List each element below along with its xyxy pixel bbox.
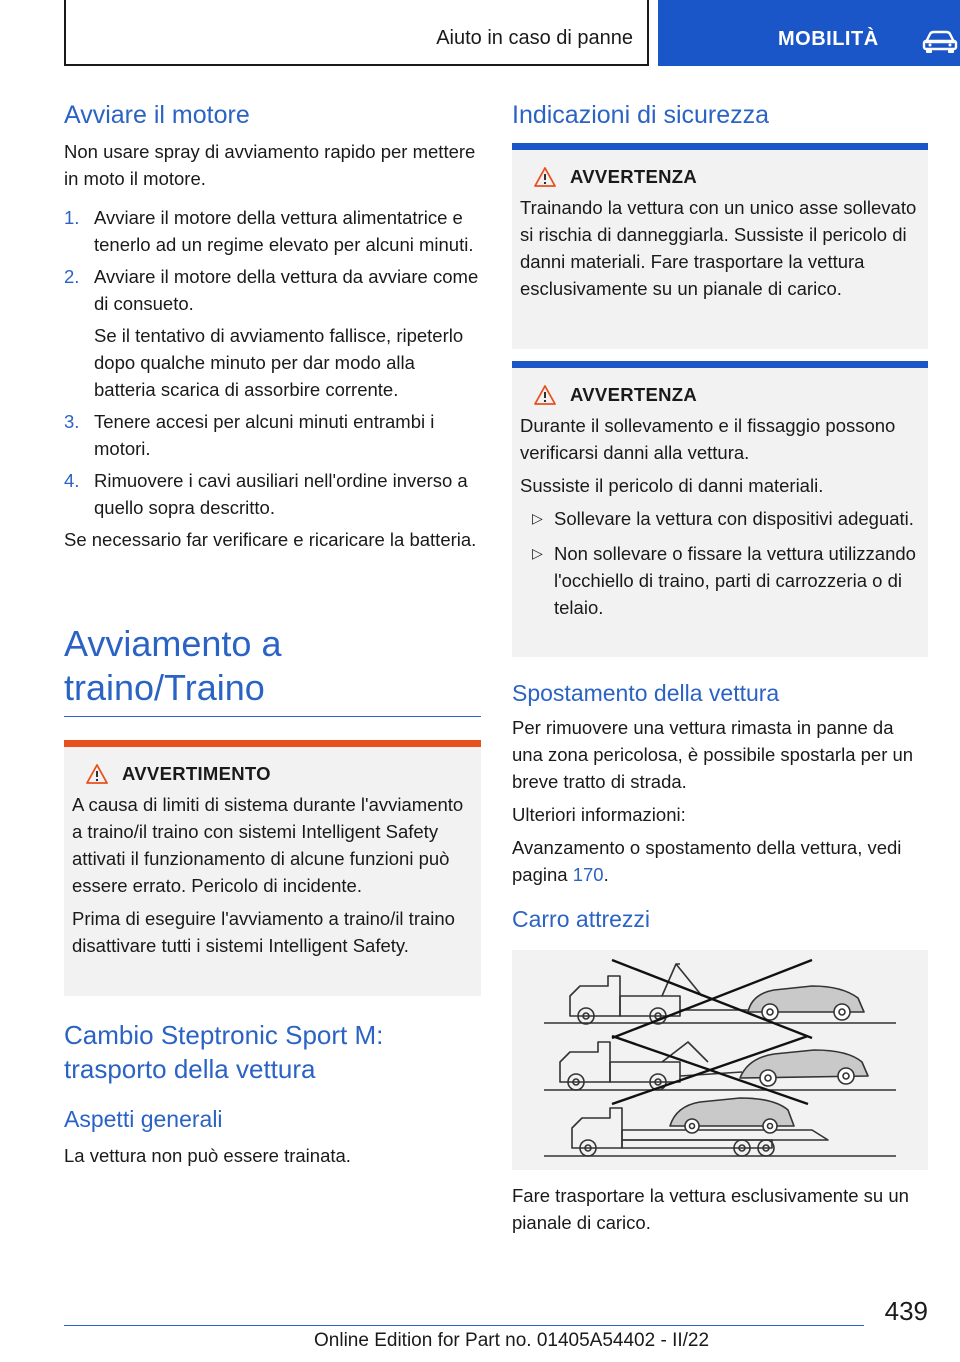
text-steptronic: La vettura non può essere trainata. [64,1145,351,1166]
section-caption [512,1182,928,1236]
caution-bar [512,361,928,368]
list-item: 1. Avviare il motore della vettura alimentatrice e tenerlo ad un regime elevato per alcuni minuti. [64,207,474,255]
list-item: 4. Rimuovere i cavi ausiliari nell'ordine inverso a quello sopra descritto. [64,470,468,518]
page-link[interactable]: 170 [572,864,604,885]
intro-start-engine: Non usare spray di avviamento rapido per mettere in moto il motore. [64,141,476,189]
outro-start-engine: Se necessario far verificare e ricaricare la batteria. [64,529,477,550]
warning-text-2: Prima di eseguire l'avviamento a traino/il traino disattivare tutti i sistemi Intelligent Safety. [72,908,455,956]
moving-text-3: Avanzamento o spostamento della vettura, vedi pagina 170. [512,837,902,885]
section-tow-truck [512,904,928,934]
page-number: 439 [884,1296,928,1326]
warning-triangle-icon [534,167,556,187]
heading-steptronic: Cambio Steptronic Sport M: trasporto della vettura [64,1020,384,1084]
edition-info: Online Edition for Part no. 01405A54402 - II/22 [314,1330,710,1351]
caution-box-1 [512,143,928,349]
header-section-box [64,0,649,66]
warning-title: AVVERTIMENTO [72,761,473,787]
caution-title: AVVERTENZA [520,164,920,190]
steps-list [64,204,481,521]
warning-triangle-icon [86,764,108,784]
list-item: ▷ Non sollevare o fissare la vettura utilizzando l'occhiello di traino, parti di carrozzeria o di telaio. [520,540,920,621]
caution-text-2: Sussiste il pericolo di danni materiali. [520,475,824,496]
subheading-general: Aspetti generali [64,1106,223,1132]
triangle-bullet-icon: ▷ [532,545,543,561]
warning-text-1: A causa di limiti di sistema durante l'avviamento a traino/il traino con sistemi Intelligent Safety attivati il funzionamento di alcune funzioni può essere errato. Pericolo di incidente. [72,794,464,896]
list-item: 2. Avviare il motore della vettura da avviare come di consueto. Se il tentativo di avviamento fallisce, ripeterlo dopo qualche minuto per dar modo alla batteria scarica di assorbire corrente. [64,266,479,400]
header-chapter-title: MOBILITÀ [778,28,879,50]
list-item: ▷ Sollevare la vettura con dispositivi adeguati. [520,505,920,532]
caution-bar [512,143,928,150]
figure-caption: Fare trasportare la vettura esclusivamente su un pianale di carico. [512,1185,909,1233]
warning-triangle-icon [534,385,556,405]
section-safety [512,100,928,130]
car-icon [922,28,958,54]
section-moving [512,678,928,888]
footer-divider [64,1325,864,1326]
divider [64,716,481,717]
list-item: 3. Tenere accesi per alcuni minuti entrambi i motori. [64,411,435,459]
heading-safety: Indicazioni di sicurezza [512,101,770,129]
moving-text-2: Ulteriori informazioni: [512,804,686,825]
tow-truck-diagram [512,950,928,1170]
triangle-bullet-icon: ▷ [532,510,543,526]
caution-title: AVVERTENZA [520,382,920,408]
section-steptronic [64,1018,481,1169]
caution-box-2 [512,361,928,657]
caution-text-1: Durante il sollevamento e il fissaggio possono verificarsi danni alla vettura. [520,415,896,463]
header-section-title: Aiuto in caso di panne [436,27,633,49]
warning-bar [64,740,481,747]
tow-truck-illustration [512,950,928,1170]
moving-text-1: Per rimuovere una vettura rimasta in panne da una zona pericolosa, è possibile spostarla per un breve tratto di strada. [512,717,914,792]
section-start-engine [64,100,481,553]
header-chapter-tab[interactable] [658,0,960,66]
warning-box [64,740,481,996]
caution-text: Trainando la vettura con un unico asse sollevato si rischia di danneggiarla. Sussiste il pericolo di danni materiali. Fare trasportare la vettura esclusivamente su un pianale di carico. [520,197,917,299]
heading-start-engine: Avviare il motore [64,101,250,129]
heading-towing: Avviamento a traino/Traino [64,623,282,708]
caution-list [520,505,920,621]
heading-tow-truck: Carro attrezzi [512,906,651,932]
heading-moving: Spostamento della vettura [512,680,780,706]
